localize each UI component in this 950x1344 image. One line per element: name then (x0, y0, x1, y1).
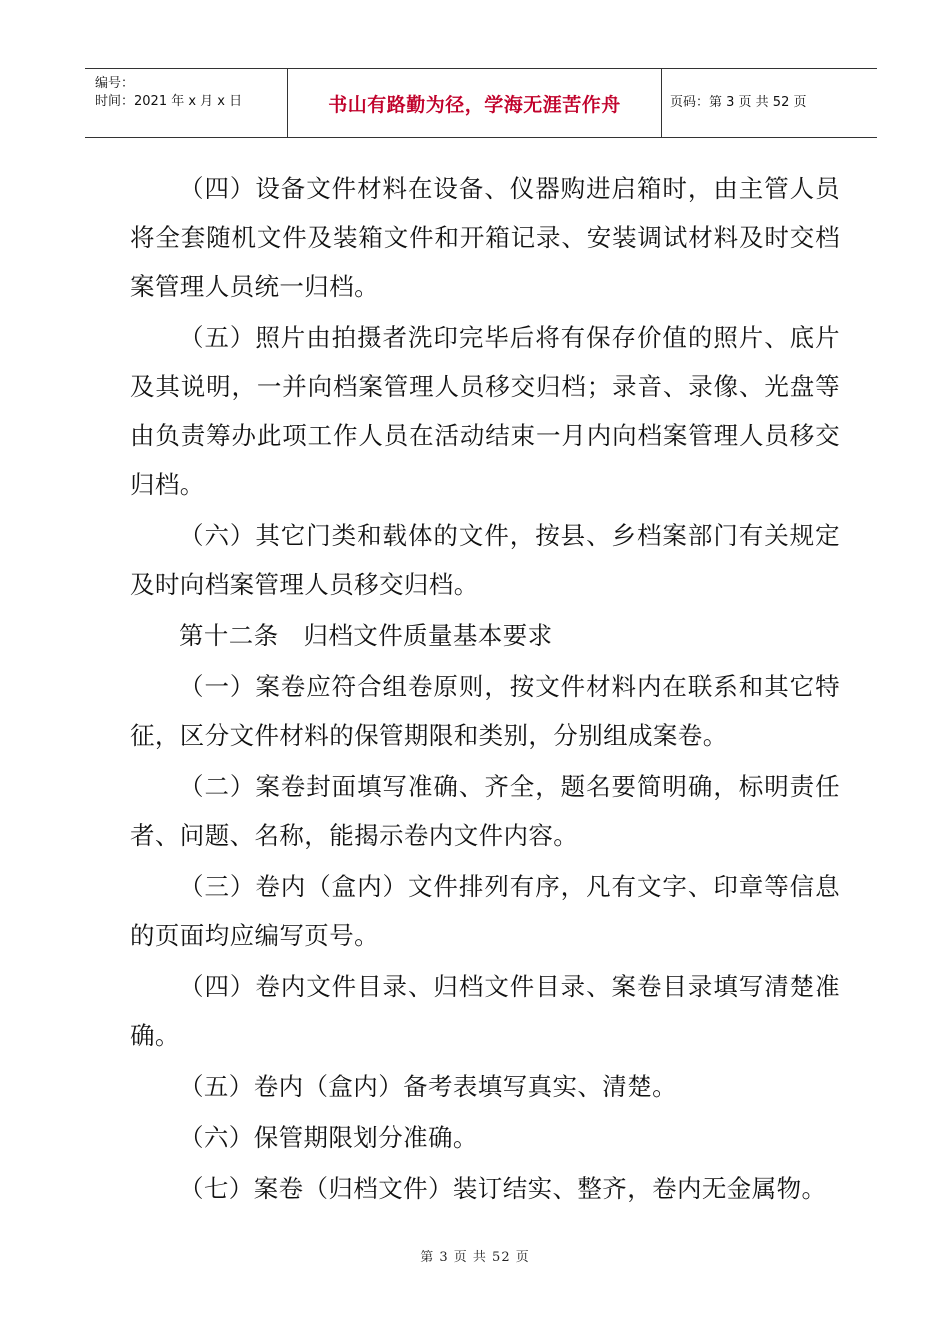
paragraph: （六）其它门类和载体的文件，按县、乡档案部门有关规定及时向档案管理人员移交归档。 (130, 521, 840, 599)
paragraph: （四）卷内文件目录、归档文件目录、案卷目录填写清楚准确。 (130, 972, 840, 1050)
paragraph: （二）案卷封面填写准确、齐全，题名要简明确，标明责任者、问题、名称，能揭示卷内文件内容。 (130, 772, 840, 850)
paragraph: （五）卷内（盒内）备考表填写真实、清楚。 (179, 1072, 677, 1101)
section-heading: 第十二条 归档文件质量基本要求 (179, 621, 553, 650)
page-header (85, 68, 877, 138)
page-footer: 第 3 页 共 52 页 (420, 1250, 530, 1265)
document-number-label: 编号： (95, 76, 135, 91)
paragraph: （四）设备文件材料在设备、仪器购进启箱时，由主管人员将全套随机文件及装箱文件和开箱记录、安装调试材料及时交档案管理人员统一归档。 (130, 174, 840, 301)
document-body (130, 164, 840, 1213)
header-page-cell (662, 69, 877, 137)
header-meta-cell (85, 69, 288, 137)
paragraph: （五）照片由拍摄者洗印完毕后将有保存价值的照片、底片及其说明，一并向档案管理人员移交归档；录音、录像、光盘等由负责筹办此项工作人员在活动结束一月内向档案管理人员移交归档。 (130, 323, 840, 499)
paragraph: （三）卷内（盒内）文件排列有序，凡有文字、印章等信息的页面均应编写页号。 (130, 872, 840, 950)
header-motto-cell (288, 69, 662, 137)
paragraph: （一）案卷应符合组卷原则，按文件材料内在联系和其它特征，区分文件材料的保管期限和类别，分别组成案卷。 (130, 672, 840, 750)
header-page-number: 页码：第 3 页 共 52 页 (670, 95, 807, 110)
document-date-label: 时间：2021 年 x 月 x 日 (95, 94, 243, 109)
paragraph: （七）案卷（归档文件）装订结实、整齐，卷内无金属物。 (179, 1174, 827, 1203)
paragraph: （六）保管期限划分准确。 (179, 1123, 478, 1152)
header-motto: 书山有路勤为径，学海无涯苦作舟 (328, 93, 621, 116)
